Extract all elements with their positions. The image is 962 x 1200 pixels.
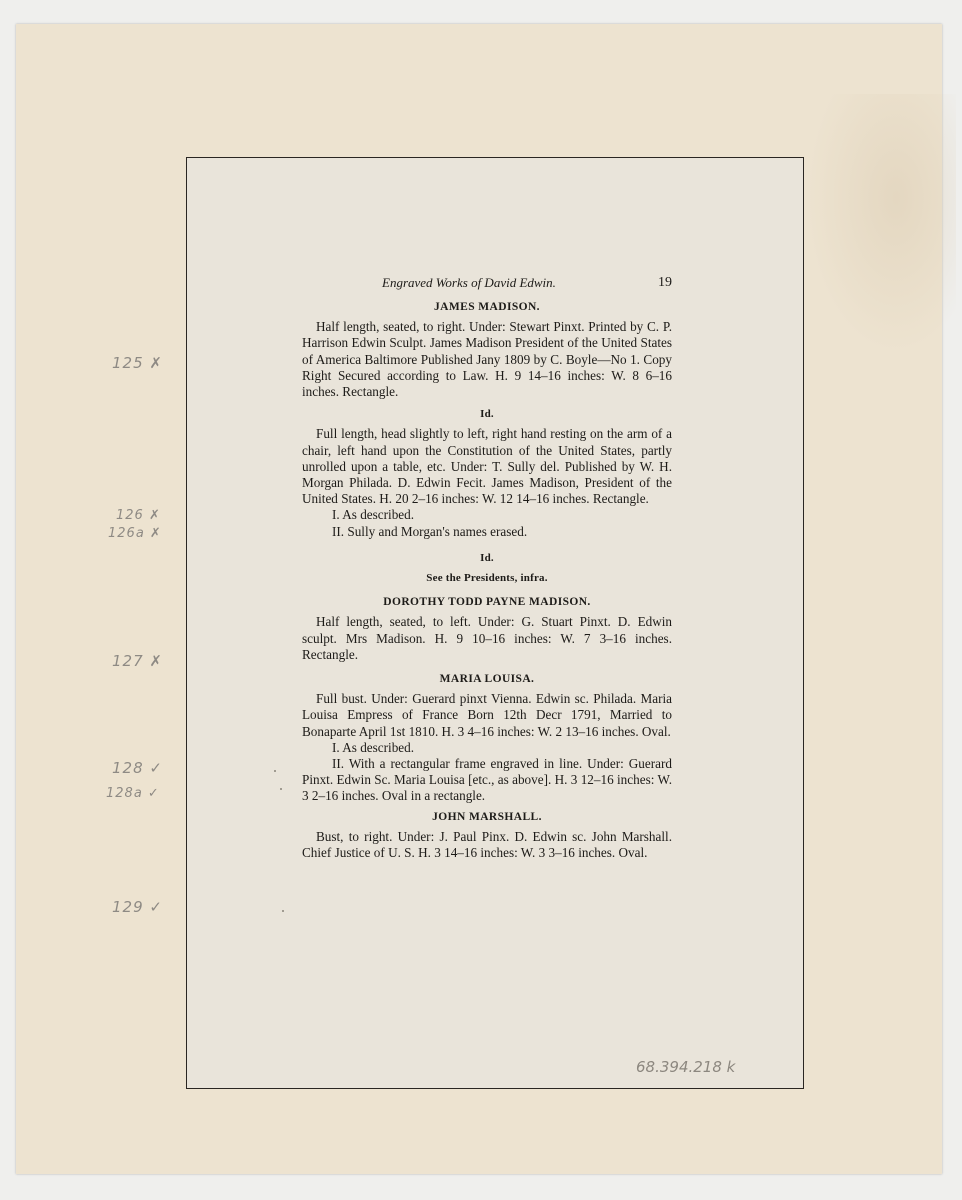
page-number: 19 bbox=[658, 275, 672, 290]
entry-heading: Id. bbox=[480, 408, 494, 421]
entry-heading: JOHN MARSHALL. bbox=[432, 810, 542, 823]
ink-speck bbox=[280, 788, 282, 790]
margin-note: 127 ✗ bbox=[112, 652, 163, 670]
running-title: Engraved Works of David Edwin. bbox=[382, 275, 556, 290]
page-text bbox=[302, 273, 672, 861]
state-line: II. With a rectangular frame engraved in line. Under: Guerard Pinxt. Edwin Sc. Maria Louisa [etc., as above]. H. 3 12–16 inches: W. 3 2–16 inches. Oval in a rectangle. bbox=[302, 756, 672, 804]
margin-note: 126 ✗ bbox=[116, 508, 161, 523]
margin-note: 128 ✓ bbox=[112, 759, 163, 777]
water-stain bbox=[806, 94, 956, 354]
printed-page bbox=[186, 157, 804, 1089]
entry-body: Full length, head slightly to left, right hand resting on the arm of a chair, left hand upon the Constitution of the United States, partly unrolled upon a table, etc. Under: T. Sully del. Published by W. H. Morgan Philada. D. Edwin Fecit. James Madison, President of the United States. H. 20 2–16 inches: W. 12 14–16 inches. Rectangle. bbox=[302, 426, 672, 507]
accession-number: 68.394.218 k bbox=[636, 1058, 736, 1076]
margin-note: 129 ✓ bbox=[112, 898, 163, 916]
margin-note: 125 ✗ bbox=[112, 354, 163, 372]
margin-note: 128a ✓ bbox=[106, 786, 160, 801]
entry-body: Bust, to right. Under: J. Paul Pinx. D. Edwin sc. John Marshall. Chief Justice of U. S. H. 3 14–16 inches: W. 3 3–16 inches. Oval. bbox=[302, 828, 672, 861]
entry-body: Full bust. Under: Guerard pinxt Vienna. Edwin sc. Philada. Maria Louisa Empress of France Born 12th Decr 1791, Married to Bonaparte April 1st 1810. H. 3 4–16 inches: W. 2 13–16 inches. Oval. bbox=[302, 691, 672, 739]
state-line: I. As described. bbox=[332, 507, 415, 523]
running-header bbox=[302, 273, 672, 293]
cross-reference: See the Presidents, infra. bbox=[426, 572, 548, 585]
entry-heading: MARIA LOUISA. bbox=[439, 673, 535, 686]
entry-heading: DOROTHY TODD PAYNE MADISON. bbox=[383, 596, 591, 609]
state-line: I. As described. bbox=[332, 739, 415, 755]
paper-sheet bbox=[16, 24, 942, 1174]
entry-heading: JAMES MADISON. bbox=[434, 301, 540, 313]
ink-speck bbox=[282, 910, 284, 912]
entry-body: Half length, seated, to right. Under: Stewart Pinxt. Printed by C. P. Harrison Edwin Sculpt. James Madison President of the United States of America Baltimore Published Jany 1809 by C. Boyle—No 1. Copy Right Secured according to Law. H. 9 14–16 inches: W. 8 6–16 inches. Rectangle. bbox=[302, 319, 672, 400]
entry-heading: Id. bbox=[480, 551, 494, 564]
entry-body: Half length, seated, to left. Under: G. Stuart Pinxt. D. Edwin sculpt. Mrs Madison. H. 9 10–16 inches: W. 7 3–16 inches. Rectangle. bbox=[302, 614, 672, 662]
margin-note: 126a ✗ bbox=[108, 526, 162, 541]
ink-speck bbox=[274, 770, 276, 772]
state-line: II. Sully and Morgan's names erased. bbox=[332, 523, 528, 539]
